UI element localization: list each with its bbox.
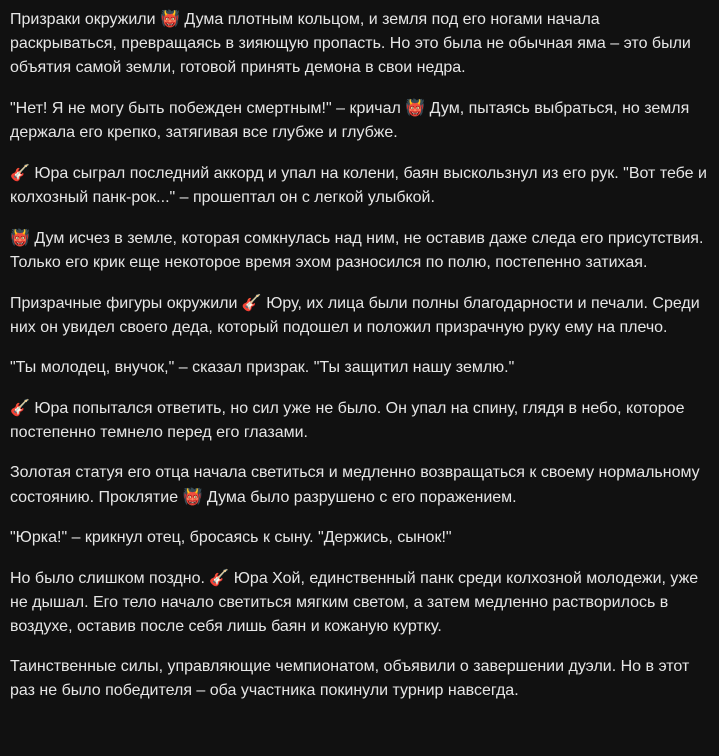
- paragraph: [10, 226, 710, 275]
- paragraph: [10, 96, 710, 145]
- text-segment: "Юрка!" – крикнул отец, бросаясь к сыну. "Держись, сынок!": [10, 529, 452, 546]
- text-segment: Дума плотным кольцом, и земля под его ногами начала раскрываться, превращаясь в зияющую пропасть. Но это была не обычная яма – это были объятия самой земли, готовой принять демона в свои недра.: [10, 11, 691, 76]
- text-segment: "Нет! Я не могу быть побежден смертным!" – кричал: [10, 100, 406, 117]
- text-segment: Юру, их лица были полны благодарности и печали. Среди них он увидел своего деда, который подошел и положил призрачную руку ему на плечо.: [10, 295, 700, 336]
- devil-mask-icon: 👹: [160, 9, 180, 28]
- text-segment: "Ты молодец, внучок," – сказал призрак. "Ты защитил нашу землю.": [10, 359, 515, 376]
- paragraph: [10, 526, 710, 550]
- paragraph: [10, 356, 710, 380]
- paragraph: [10, 566, 710, 639]
- devil-mask-icon: 👹: [182, 487, 203, 506]
- paragraph: [10, 461, 710, 510]
- paragraph: [10, 396, 710, 445]
- text-segment: Призраки окружили: [10, 11, 161, 28]
- text-segment: Таинственные силы, управляющие чемпионатом, объявили о завершении дуэли. Но в этот раз не было победителя – оба участника покинули турнир навсегда.: [10, 658, 690, 699]
- guitar-icon: 🎸: [209, 568, 230, 587]
- paragraph: [10, 7, 710, 80]
- text-segment: Юра сыграл последний аккорд и упал на колени, баян выскользнул из его рук. "Вот тебе и колхозный панк-рок..." – прошептал он с легкой улыбкой.: [10, 165, 707, 206]
- text-segment: Но было слишком поздно.: [10, 570, 210, 587]
- text-segment: Дум исчез в земле, которая сомкнулась над ним, не оставив даже следа его присутствия. Только его крик еще некоторое время эхом разносился по полю, постепенно затихая.: [10, 230, 704, 271]
- paragraph: [10, 655, 710, 703]
- message-text: [10, 7, 710, 703]
- text-segment: Дума было разрушено с его поражением.: [202, 489, 517, 506]
- devil-mask-icon: 👹: [10, 228, 30, 247]
- text-segment: Дум, пытаясь выбраться, но земля держала его крепко, затягивая все глубже и глубже.: [10, 100, 690, 141]
- paragraph: [10, 161, 710, 210]
- text-segment: Юра попытался ответить, но сил уже не было. Он упал на спину, глядя в небо, которое постепенно темнело перед его глазами.: [10, 400, 685, 441]
- text-segment: Призрачные фигуры окружили: [10, 295, 242, 312]
- text-segment: Золотая статуя его отца начала светиться и медленно возвращаться к своему нормальному состоянию. Проклятие: [10, 464, 700, 506]
- guitar-icon: 🎸: [10, 163, 30, 182]
- guitar-icon: 🎸: [241, 293, 262, 312]
- guitar-icon: 🎸: [10, 398, 30, 417]
- devil-mask-icon: 👹: [405, 98, 426, 117]
- text-segment: Юра Хой, единственный панк среди колхозной молодежи, уже не дышал. Его тело начало светиться мягким светом, а затем медленно растворилось в воздухе, оставив после себя лишь баян и кожаную куртку.: [10, 570, 699, 635]
- paragraph: [10, 291, 710, 340]
